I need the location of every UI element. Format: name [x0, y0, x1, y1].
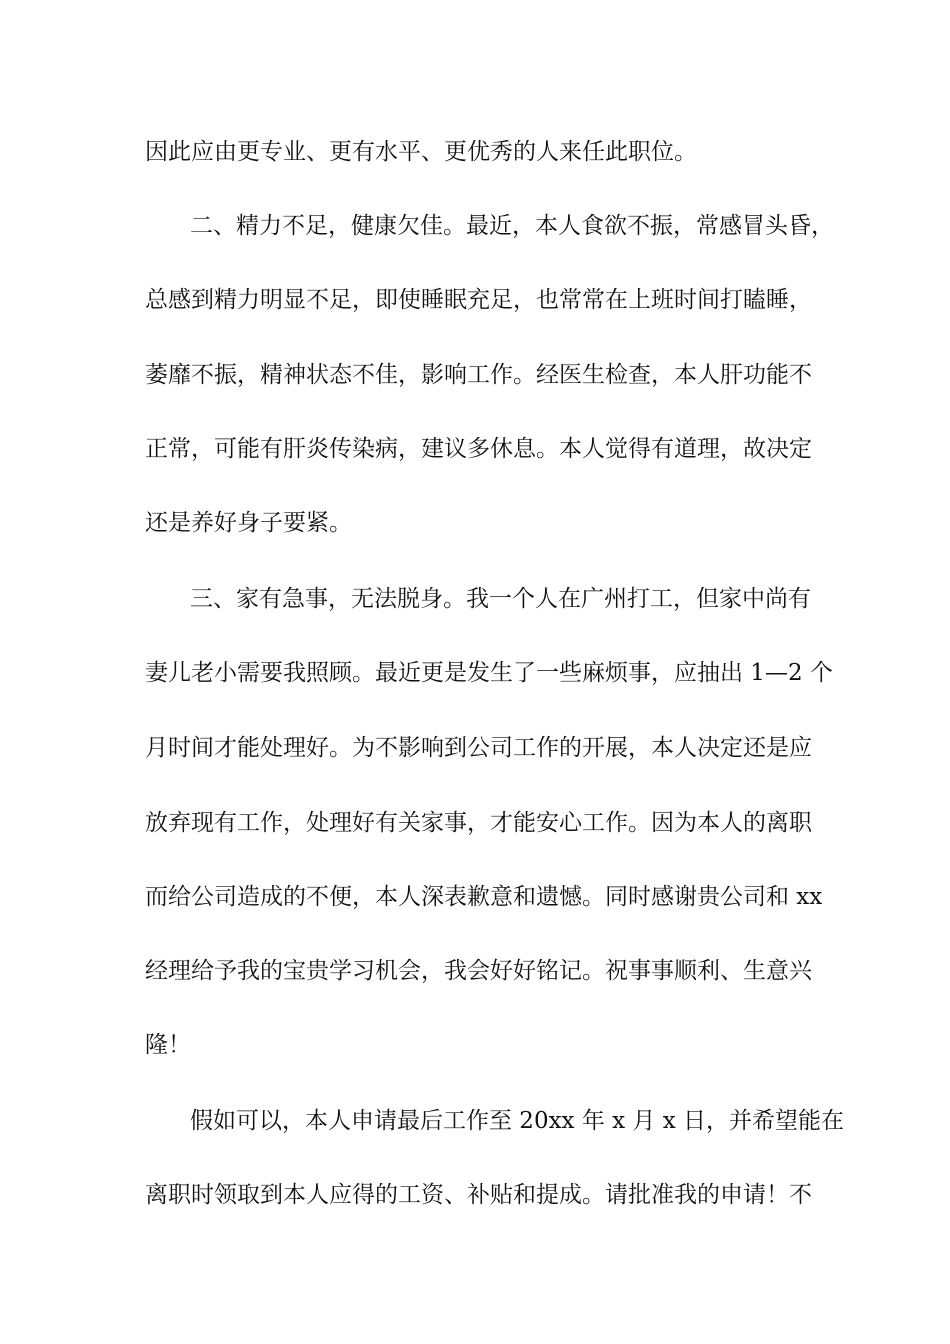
text-line: 总感到精力明显不足，即使睡眠充足，也常常在上班时间打瞌睡，	[145, 287, 812, 313]
text-line: 隆！	[145, 1032, 191, 1058]
text-line: 二、精力不足，健康欠佳。最近，本人食欲不振，常感冒头昏，	[190, 213, 834, 239]
text-line: 因此应由更专业、更有水平、更优秀的人来任此职位。	[145, 139, 697, 165]
text-line: 离职时领取到本人应得的工资、补贴和提成。请批准我的申请！不	[145, 1182, 812, 1208]
text-line: 而给公司造成的不便，本人深表歉意和遗憾。同时感谢贵公司和 xx	[145, 884, 823, 910]
text-line: 妻儿老小需要我照顾。最近更是发生了一些麻烦事，应抽出 1—2 个	[145, 660, 833, 686]
text-line: 三、家有急事，无法脱身。我一个人在广州打工，但家中尚有	[190, 586, 811, 612]
text-line: 放弃现有工作，处理好有关家事，才能安心工作。因为本人的离职	[145, 810, 812, 836]
text-line: 月时间才能处理好。为不影响到公司工作的开展，本人决定还是应	[145, 735, 812, 761]
text-line: 正常，可能有肝炎传染病，建议多休息。本人觉得有道理，故决定	[145, 436, 812, 462]
text-line: 经理给予我的宝贵学习机会，我会好好铭记。祝事事顺利、生意兴	[145, 958, 812, 984]
text-line: 假如可以，本人申请最后工作至 20xx 年 x 月 x 日，并希望能在	[190, 1108, 845, 1134]
text-line: 还是养好身子要紧。	[145, 510, 352, 536]
text-line: 萎靡不振，精神状态不佳，影响工作。经医生检查，本人肝功能不	[145, 362, 812, 388]
